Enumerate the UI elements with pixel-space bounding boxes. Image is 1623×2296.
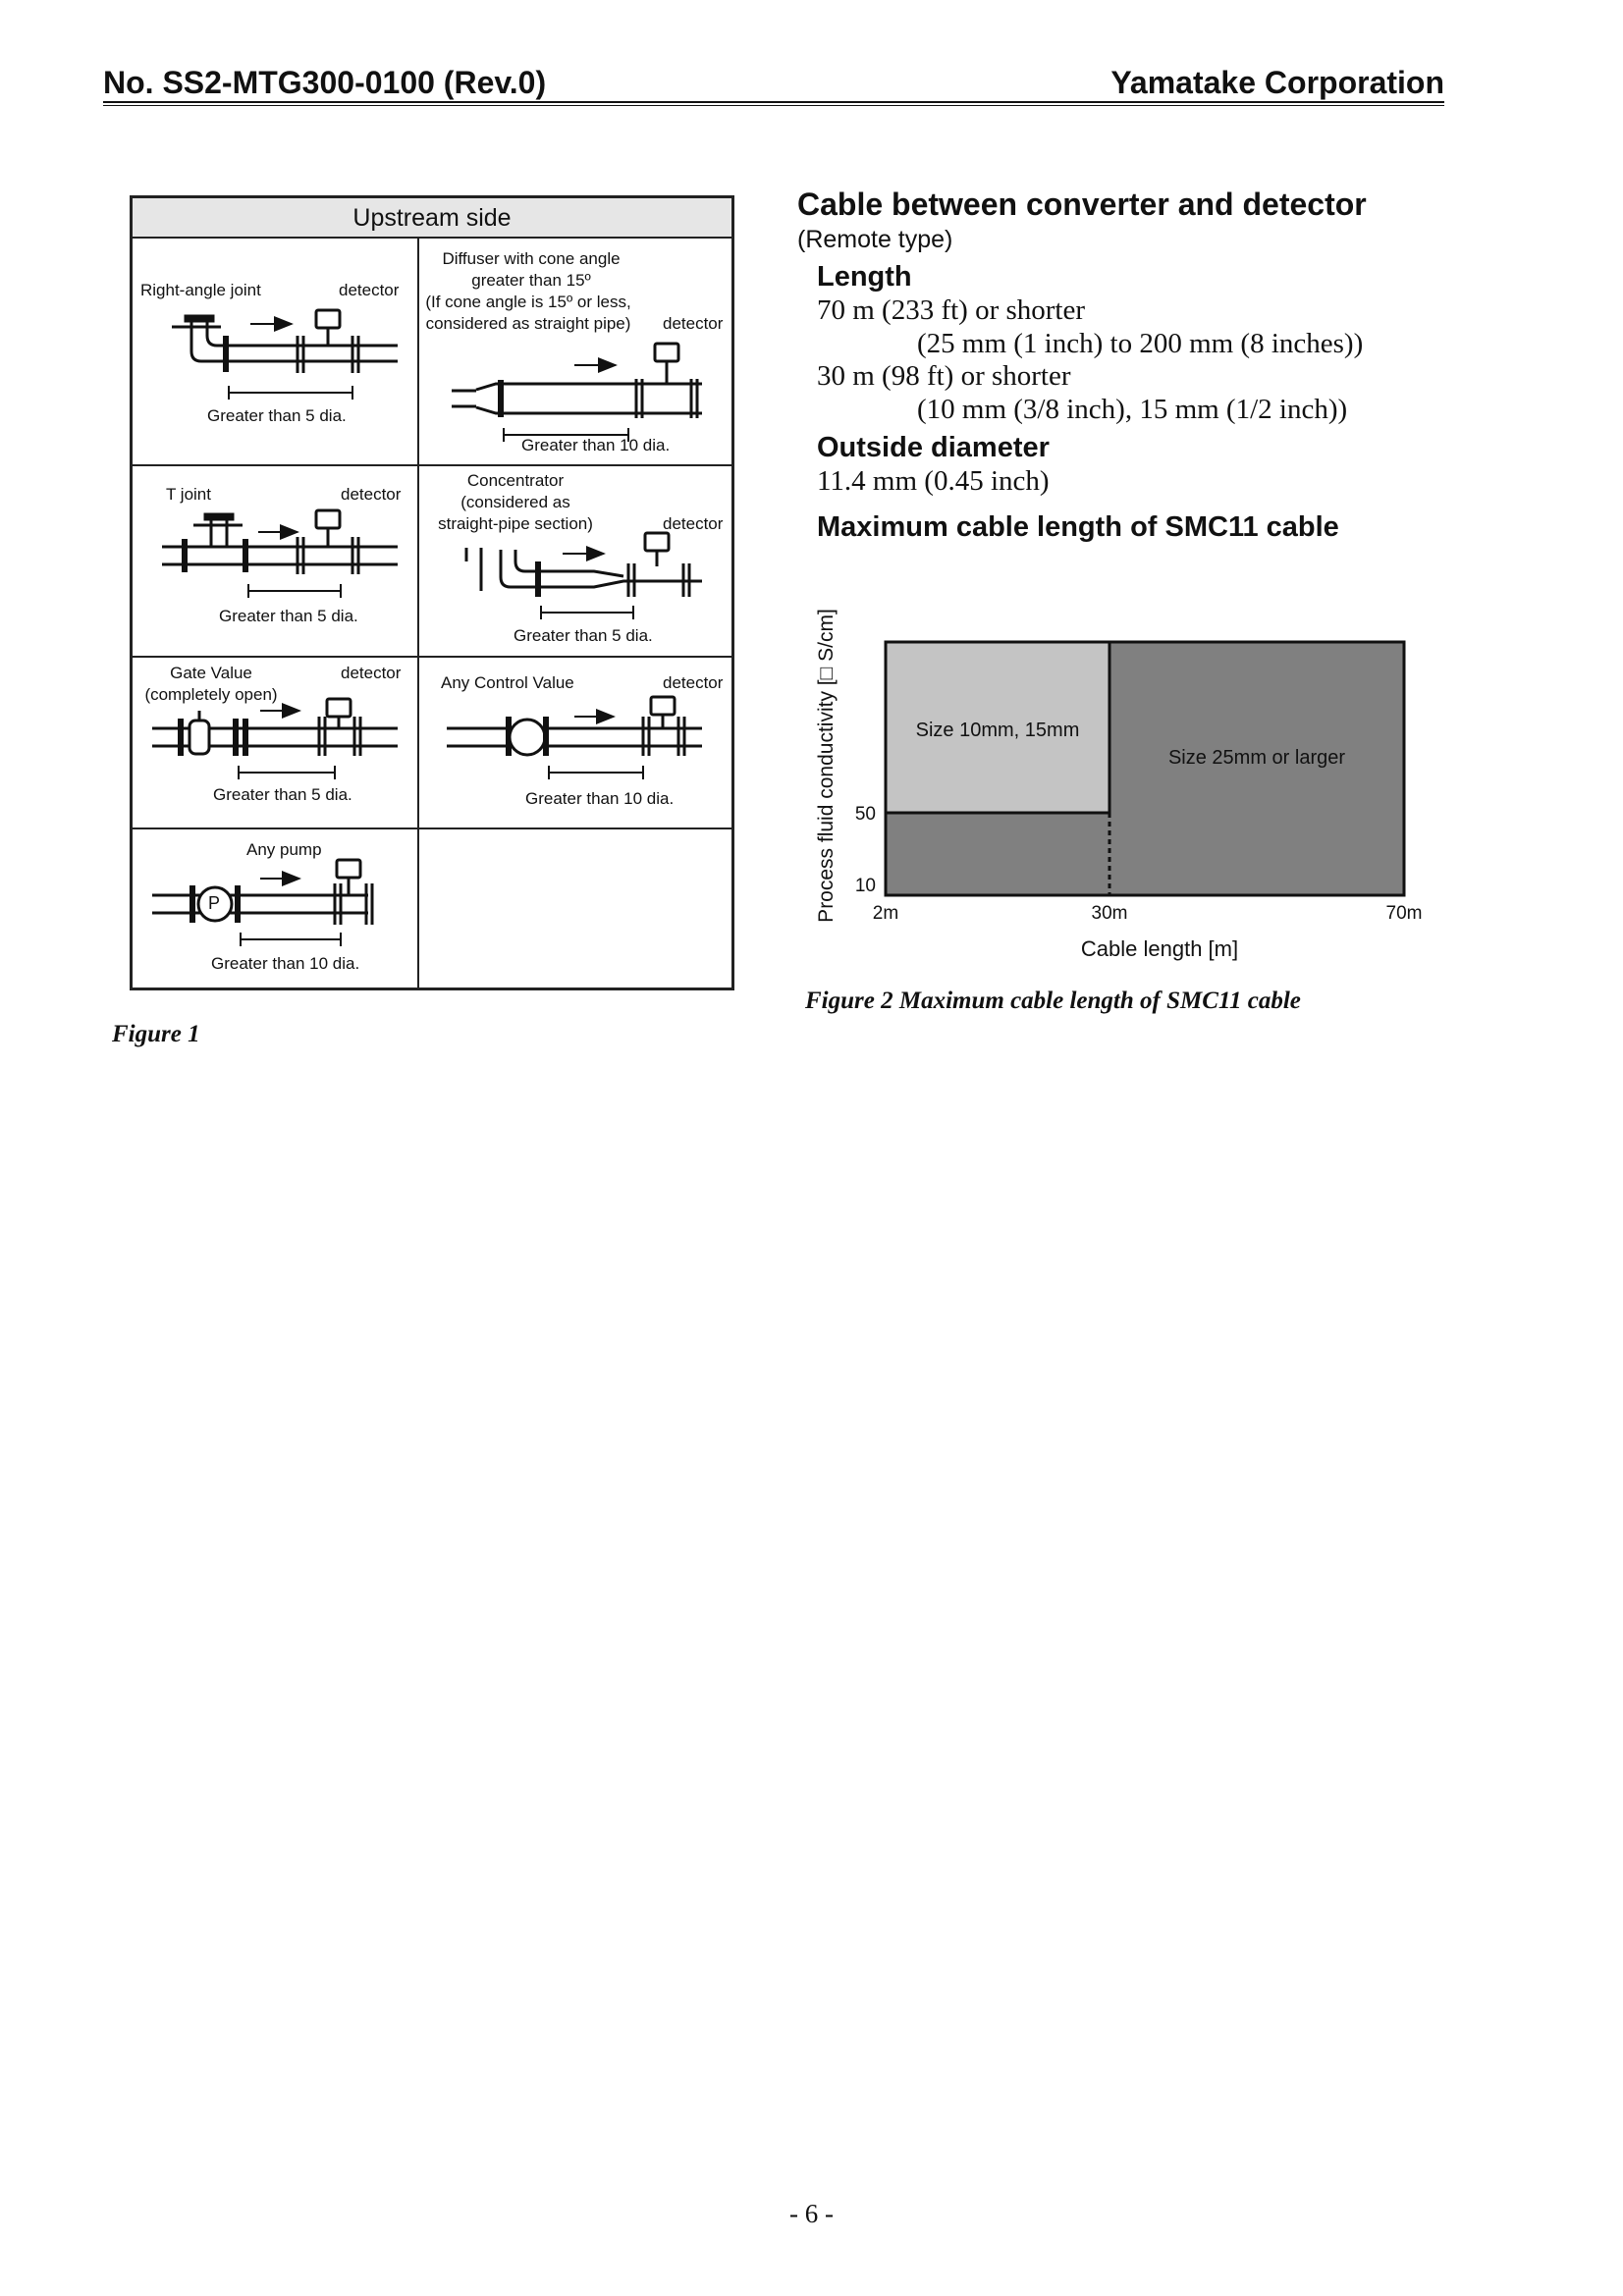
cable-length-chart: [805, 589, 1423, 972]
distance-note: Greater than 5 dia.: [514, 626, 653, 645]
x-axis-label: Cable length [m]: [1080, 936, 1239, 961]
cell-title-line: Diffuser with cone angle: [442, 249, 621, 268]
length-line: 70 m (233 ft) or shorter: [817, 294, 1086, 326]
distance-note: Greater than 10 dia.: [521, 436, 671, 454]
distance-note: Greater than 10 dia.: [211, 954, 360, 973]
cell-title-line: (If cone angle is 15º or less,: [425, 293, 631, 311]
od-heading: Outside diameter: [817, 432, 1050, 463]
section-heading: Cable between converter and detector: [797, 187, 1367, 222]
pump-label: P: [208, 893, 221, 913]
y-tick-label: 50: [854, 804, 876, 825]
diffuser-diagram: [452, 344, 702, 442]
cell-title-line: considered as straight pipe): [425, 314, 631, 333]
figure1-table-title: Upstream side: [133, 198, 731, 239]
cell-title-line: Concentrator: [466, 471, 565, 490]
distance-note: Greater than 5 dia.: [207, 406, 347, 425]
y-axis-label: Process fluid conductivity [□ S/cm]: [815, 609, 838, 923]
cell-title: Any Control Value: [441, 673, 574, 692]
section-subheading: (Remote type): [797, 226, 953, 253]
right-angle-joint-diagram: [172, 310, 398, 400]
detector-label: detector: [339, 281, 400, 299]
figure2-caption: Figure 2 Maximum cable length of SMC11 cable: [805, 988, 1301, 1014]
cell-title-line: (considered as: [460, 493, 570, 511]
detector-label: detector: [341, 485, 402, 504]
figure1-caption: Figure 1: [112, 1021, 200, 1047]
cell-title: T joint: [166, 485, 211, 504]
x-tick-label: 2m: [872, 903, 899, 924]
od-value: 11.4 mm (0.45 inch): [817, 465, 1050, 497]
figure1-table: [130, 195, 734, 990]
control-valve-diagram: [447, 697, 702, 779]
cell-title-line: (completely open): [144, 685, 278, 704]
detector-label: detector: [663, 514, 724, 533]
page-number: - 6 -: [789, 2199, 834, 2228]
detector-label: detector: [663, 314, 724, 333]
region-label-0: Size 10mm, 15mm: [915, 720, 1080, 741]
length-line: 30 m (98 ft) or shorter: [817, 360, 1071, 392]
length-heading: Length: [817, 261, 912, 293]
detector-label: detector: [663, 673, 724, 692]
pump-diagram: [152, 860, 372, 946]
region-label-1: Size 25mm or larger: [1167, 747, 1346, 769]
concentrator-diagram: [466, 533, 702, 619]
cell-title: Any pump: [246, 840, 322, 859]
document-number: No. SS2-MTG300-0100 (Rev.0): [103, 65, 547, 100]
gate-valve-diagram: [152, 699, 398, 779]
cell-title-line: straight-pipe section): [438, 514, 593, 533]
t-joint-diagram: [162, 510, 398, 598]
company-name: Yamatake Corporation: [1110, 65, 1444, 100]
cell-title-line: Gate Value: [170, 664, 252, 682]
detector-label: detector: [341, 664, 402, 682]
distance-note: Greater than 10 dia.: [525, 789, 675, 808]
x-tick-label: 70m: [1385, 903, 1423, 924]
y-tick-label: 10: [854, 876, 876, 896]
cell-title: Right-angle joint: [140, 281, 261, 299]
x-tick-label: 30m: [1091, 903, 1128, 924]
length-line: (10 mm (3/8 inch), 15 mm (1/2 inch)): [917, 394, 1348, 425]
cell-title-line: greater than 15º: [471, 271, 591, 290]
distance-note: Greater than 5 dia.: [219, 607, 358, 625]
distance-note: Greater than 5 dia.: [213, 785, 352, 804]
length-line: (25 mm (1 inch) to 200 mm (8 inches)): [917, 328, 1364, 359]
max-length-heading: Maximum cable length of SMC11 cable: [817, 511, 1339, 543]
header-rule: [103, 101, 1444, 106]
